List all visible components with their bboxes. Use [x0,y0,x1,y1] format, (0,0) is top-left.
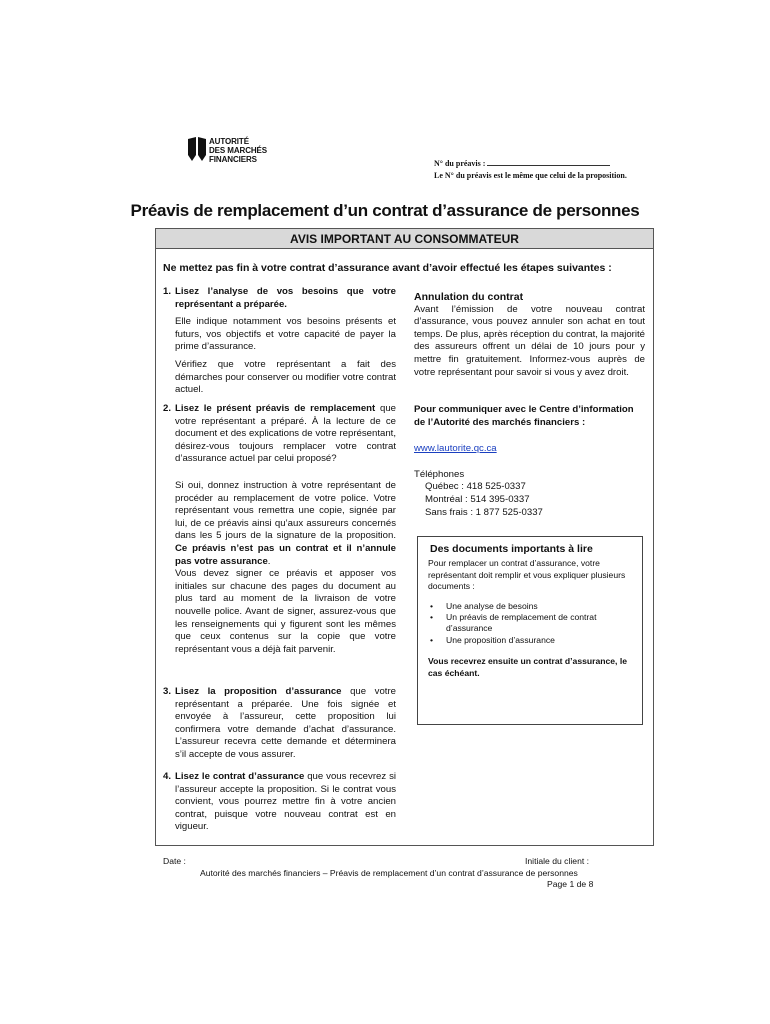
step-paragraph: Vérifiez que votre représentant a fait des démarches pour conserver ou modifier votre contrat actuel. [175,358,396,396]
contact-title: Pour communiquer avec le Centre d’information de l’Autorité des marchés financiers : [414,404,634,428]
phone-list [425,481,645,519]
step-1 [163,286,396,402]
notice-box-header: AVIS IMPORTANT AU CONSOMMATEUR [156,229,653,249]
phone-toll-free: Sans frais : 1 877 525-0337 [425,506,543,518]
step-2 [163,403,396,661]
document-item: • Une proposition d’assurance [446,635,632,646]
cancellation-section [414,291,645,379]
client-initials-label: Initiale du client : [525,856,590,866]
document-item: • Un préavis de remplacement de contrat d’assurance [446,612,632,635]
phone-montreal: Montréal : 514 395-0337 [425,493,530,505]
step-paragraph: Elle indique notamment vos besoins présents et futurs, vos objectifs et votre capacité de payer la prime d’assurance. [175,316,396,353]
intro-text: Ne mettez pas fin à votre contrat d’assurance avant d’avoir effectué les étapes suivantes : [163,262,612,274]
step-title: Lisez l’analyse de vos besoins que votre représentant a préparée. [175,286,396,310]
documents-intro: Pour remplacer un contrat d’assurance, votre représentant doit remplir et vous expliquer plusieurs documents : [428,558,626,592]
cancellation-title: Annulation du contrat [414,291,524,303]
phones-label: Téléphones [414,468,465,480]
step-number: 3. [163,686,172,697]
amf-logo-icon [187,137,207,161]
step-3 [163,686,396,767]
step-paragraph: Si oui, donnez instruction à votre représentant de procéder au remplacement de votre police. Votre représentant vous remettra une copie, signée par lui, de ce préavis ainsi qu’aux assureurs concernés dans les 5 jours de la signature de la proposition. [175,479,396,542]
logo-line: DES MARCHÉS [209,146,268,155]
step-title: Lisez le présent préavis de remplacement [175,403,376,414]
documents-list [428,601,632,647]
notice-number-field[interactable] [487,157,610,166]
date-label: Date : [163,856,186,866]
step-title-rest: que votre représentant a préparée. Une fois signée et envoyée à l’assureur, cette proposition lui confirmera votre demande d’achat d’assurance. L’assureur recevra cette demande et déterminera s’il accepte de vous assurer. [175,686,396,760]
step-title: Lisez le contrat d’assurance [175,771,305,782]
step-number: 4. [163,771,172,782]
step-4 [163,771,396,839]
step-paragraph: Vous devez signer ce préavis et apposer vos initiales sur chacune des pages du document au plus tard au moment de la livraison de votre nouvelle police. Avant de signer, assurez-vous que les renseignements qui y figurent sont les mêmes que ceux contenus sur la copie que votre représentant vous a déjà fait parvenir. [175,568,396,655]
website-link[interactable]: www.lautorite.qc.ca [414,443,497,455]
page-number: Page 1 de 8 [547,879,594,889]
step-number: 1. [163,286,172,297]
notice-number-label: N° du préavis : [434,159,486,168]
phone-quebec: Québec : 418 525-0337 [425,481,526,493]
step-emphasis: Ce préavis n’est pas un contrat et il n’annule pas votre assurance [175,542,396,567]
document-item: • Une analyse de besoins [446,601,632,612]
logo-line: AUTORITÉ [209,137,249,146]
step-punctuation: . [267,555,271,567]
step-title-rest: que vous recevrez si l’assureur accepte la proposition. Si le contrat vous convient, vous pourrez mettre fin à votre ancien contrat, puisque votre nouveau contrat est en vigueur. [175,771,396,833]
step-title-rest: que votre représentant a préparé. À la lecture de ce document et des explications de votre représentant, désirez-vous toujours remplacer votre contrat d’assurance actuel par celui proposé? [175,403,396,465]
logo-line: FINANCIERS [209,155,257,164]
amf-logo-text [209,137,267,164]
documents-closing: Vous recevrez ensuite un contrat d’assurance, le cas échéant. [428,656,628,678]
documents-title: Des documents importants à lire [430,543,593,555]
page-title: Préavis de remplacement d’un contrat d’assurance de personnes [130,201,640,220]
contact-section [414,404,645,519]
notice-reference [434,157,644,182]
important-documents-box [417,536,643,725]
step-number: 2. [163,403,172,414]
step-title: Lisez la proposition d’assurance [175,686,342,697]
footer-document-line: Autorité des marchés financiers – Préavis de remplacement d’un contrat d’assurance de personnes [200,868,578,878]
cancellation-text: Avant l’émission de votre nouveau contrat d’assurance, vous pouvez annuler son achat en tout temps. De plus, après réception du contrat, la majorité des assureurs offrent un délai de 10 jours pour y mettre fin gratuitement. Informez-vous auprès de votre représentant pour savoir si vous y avez droit. [414,303,645,378]
notice-number-note: Le N° du préavis est le même que celui de la proposition. [434,171,627,180]
